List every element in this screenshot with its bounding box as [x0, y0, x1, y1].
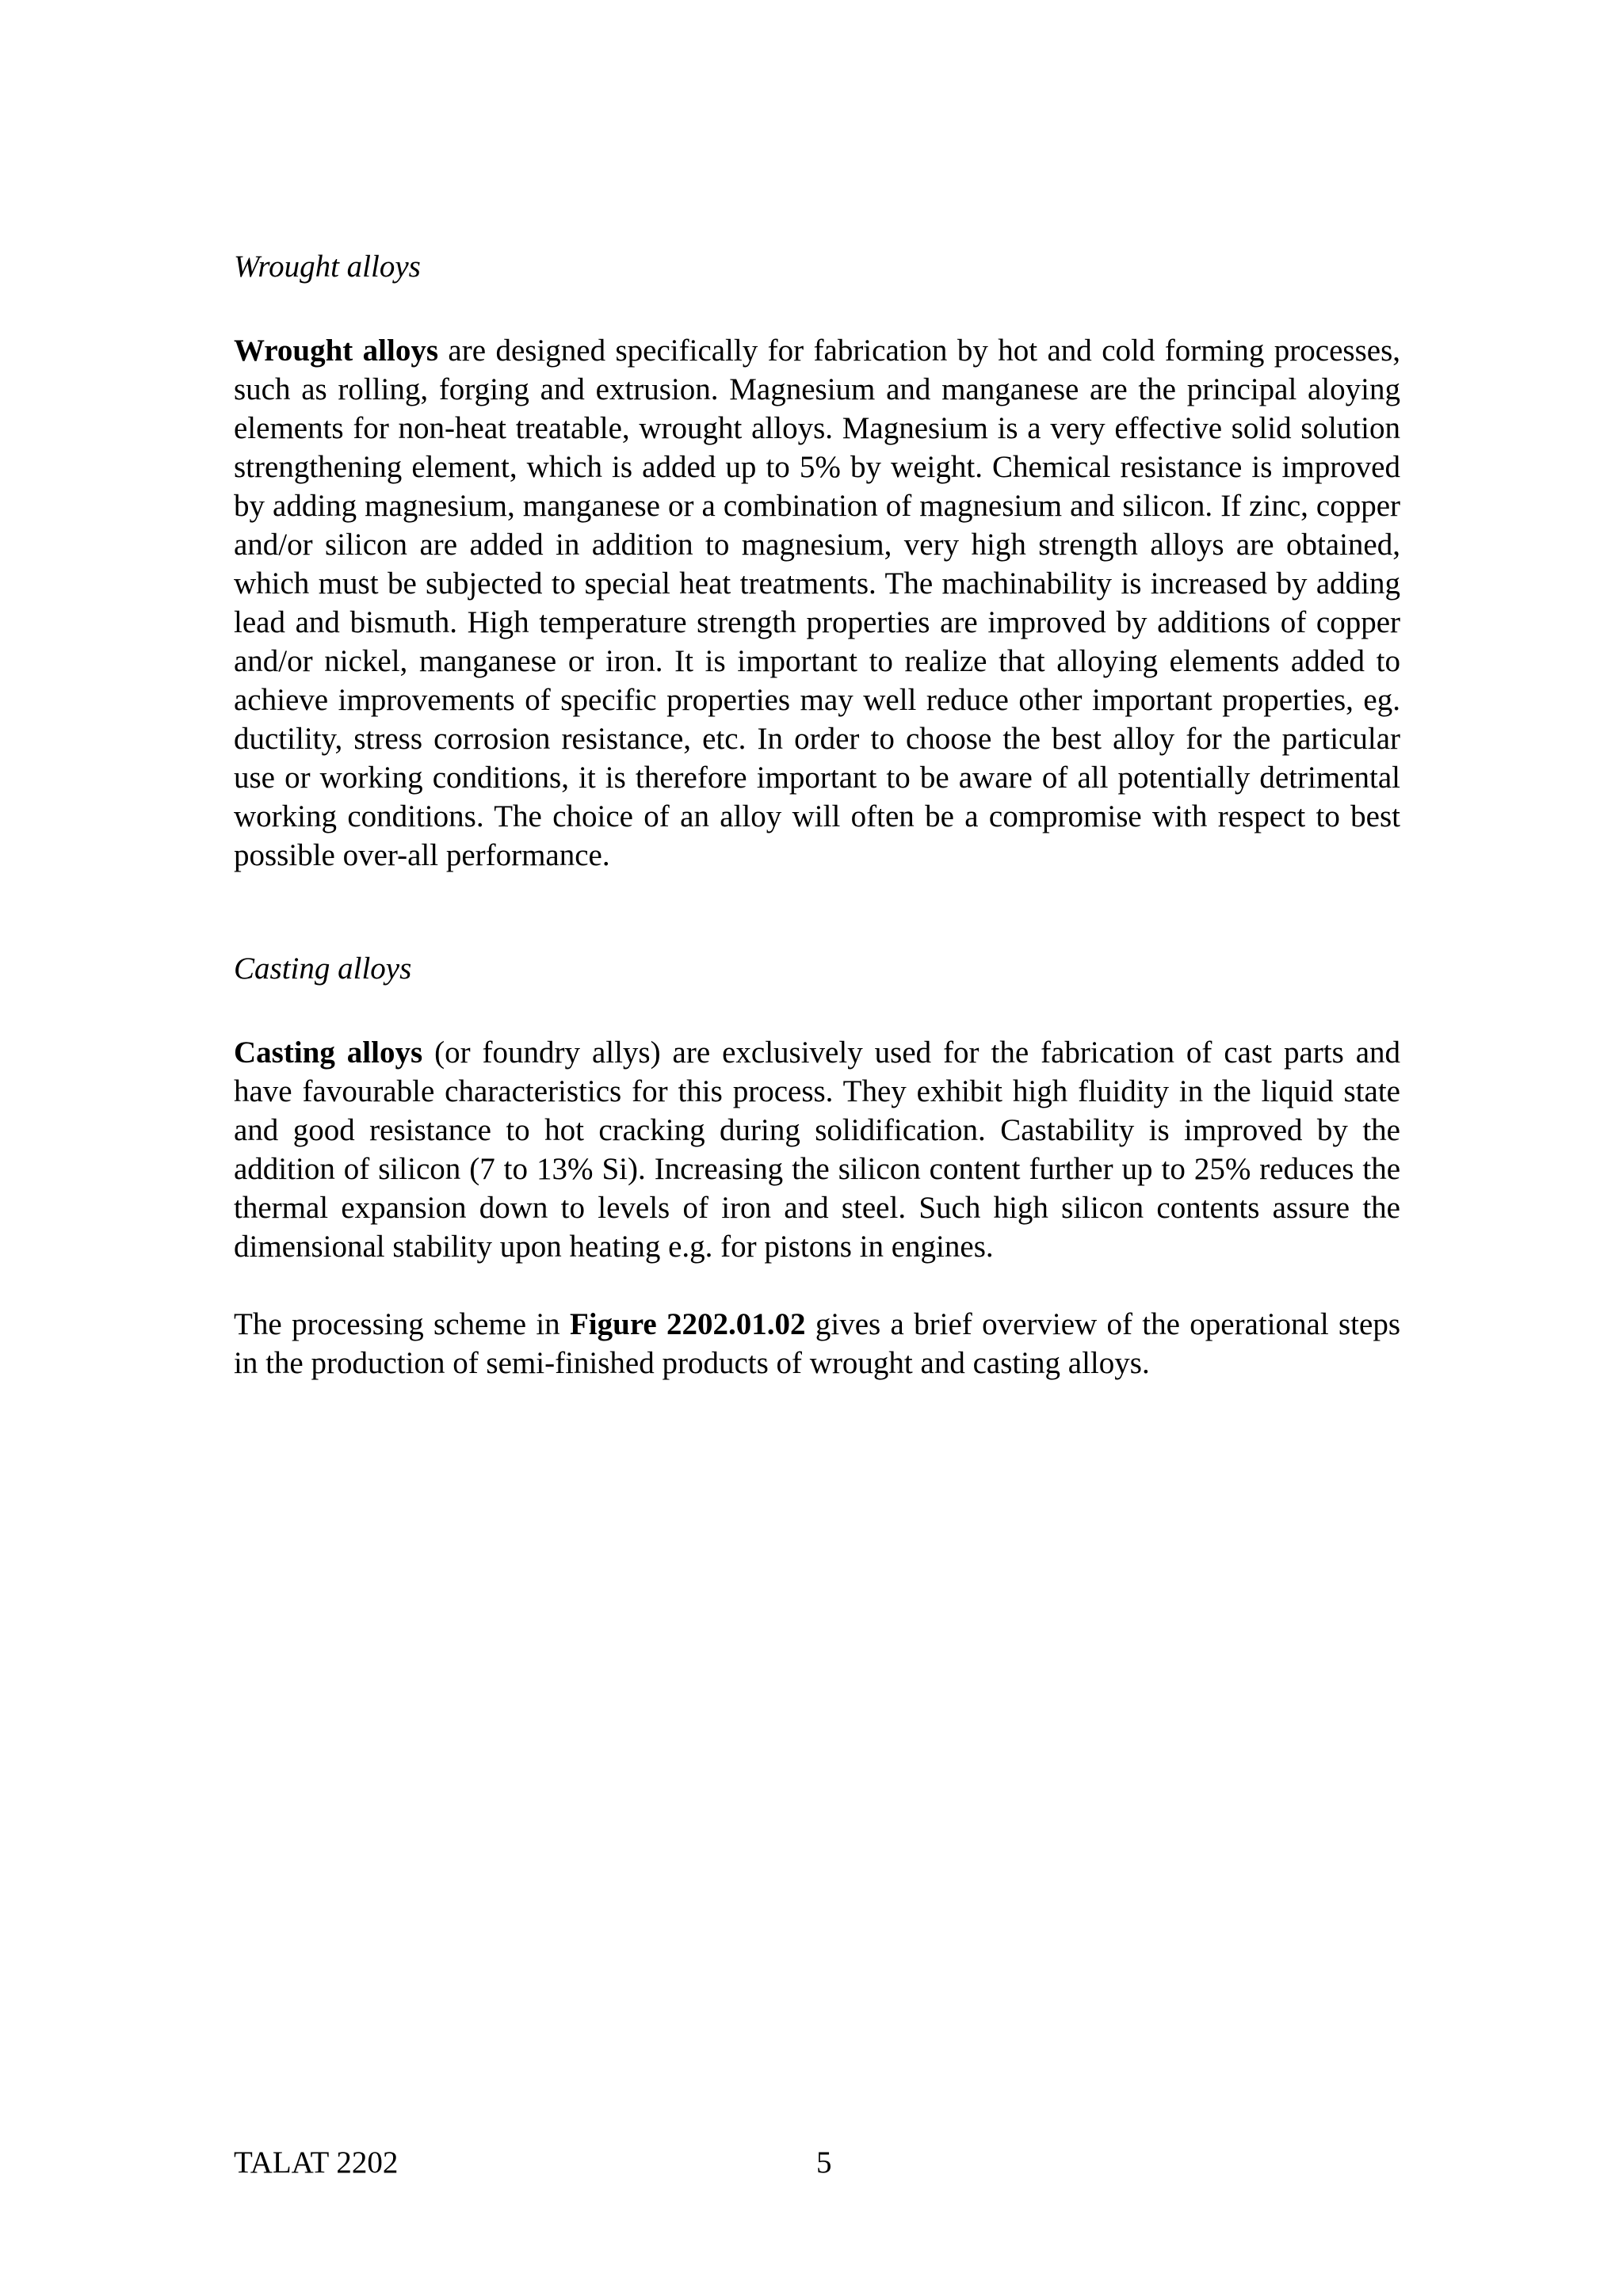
section-heading-wrought-alloys: Wrought alloys [234, 250, 421, 284]
paragraph-casting-alloys-text: (or foundry allys) are exclusively used for the fabrication of cast parts and have favourable characteristics for this process. They exhibit high fluidity in the liquid state and good resistance to hot cracking during solidification. Castability is improved by the addition of silicon (7 to 13% Si). Increasing the silicon content further up to 25% reduces the thermal expansion down to levels of iron and steel. Such high silicon contents assure the dimensional stability upon heating e.g. for pistons in engines. [234, 1035, 1401, 1264]
figure-reference: Figure 2202.01.02 [569, 1307, 806, 1341]
paragraph-wrought-alloys-text: are designed specifically for fabrication by hot and cold forming processes, such as rolling, forging and extrusion. Magnesium and manganese are the principal aloying elements for non-heat treatable, wrought alloys. Magnesium is a very effective solid solution strengthening element, which is added up to 5% by weight. Chemical resistance is improved by adding magnesium, manganese or a combination of magnesium and silicon. If zinc, copper and/or silicon are added in addition to magnesium, very high strength alloys are obtained, which must be subjected to special heat treatments. The machinability is increased by adding lead and bismuth. High temperature strength properties are improved by additions of copper and/or nickel, manganese or iron. It is important to realize that alloying elements added to achieve improvements of specific properties may well reduce other important properties, eg. ductility, stress corrosion resistance, etc. In order to choose the best alloy for the particular use or working conditions, it is therefore important to be aware of all potentially detrimental working conditions. The choice of an alloy will often be a compromise with respect to best possible over-all performance. [234, 334, 1400, 872]
processing-scheme-text-after: gives a brief overview of the operational steps in the production of semi-finished products of wrought and casting alloys. [234, 1307, 1400, 1380]
paragraph-processing-scheme [234, 1305, 1400, 1383]
footer-page-number: 5 [816, 2145, 832, 2180]
bold-term-wrought-alloys: Wrought alloys [234, 334, 439, 368]
section-heading-casting-alloys: Casting alloys [234, 952, 412, 986]
paragraph-casting-alloys [234, 1033, 1400, 1266]
paragraph-wrought-alloys [234, 331, 1400, 875]
footer-document-id: TALAT 2202 [234, 2145, 399, 2180]
processing-scheme-text-before: The processing scheme in [234, 1307, 570, 1341]
bold-term-casting-alloys: Casting alloys [234, 1035, 423, 1070]
page-content [234, 247, 1400, 1383]
